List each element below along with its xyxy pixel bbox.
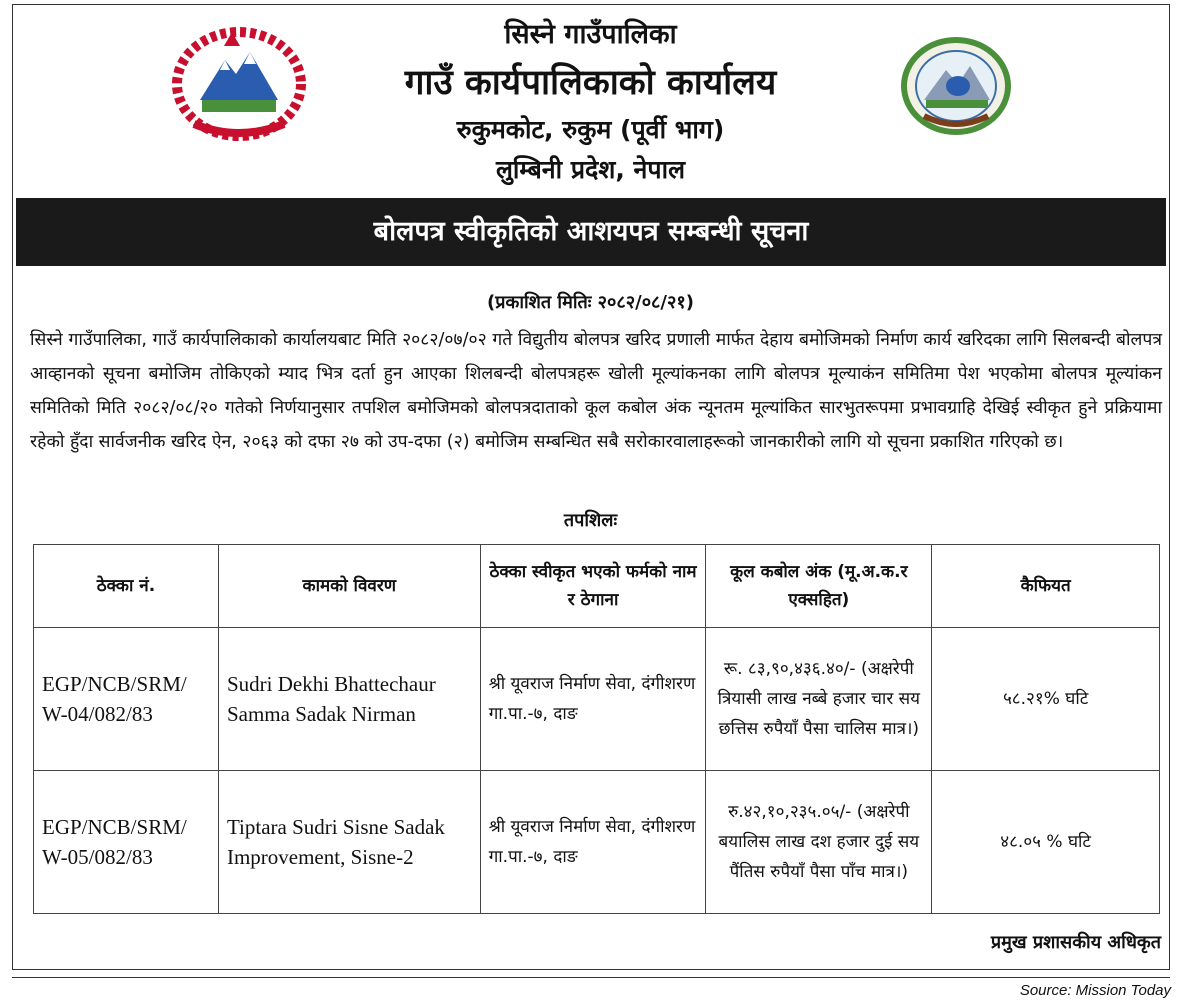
notice-body: सिस्ने गाउँपालिका, गाउँ कार्यपालिकाको कार्यालयबाट मिति २०८२/०७/०२ गते विद्युतीय बोलपत्र खरिद प्रणाली मार्फत देहाय बमोजिमको निर्माण कार्य खरिदका लागि सिलबन्दी बोलपत्र आव्हानको सूचना बमोजिम तोकिएको म्याद भित्र दर्ता हुन आएका शिलबन्दी बोलपत्रहरू खोली मूल्यांकनका लागि बोलपत्र मूल्याकंन समितिमा पेश भएकोमा बोलपत्र मूल्यांकन समितिको मिति २०८२/०८/२० गतेको निर्णयानुसार तपशिल बमोजिमको बोलपत्रदाताको कूल कबोल अंक न्यूनतम मूल्यांकित सारभुतरूपमा प्रभावग्राहि देखिई स्वीकृत हुने प्रक्रियामा रहेको हुँदा सार्वजनीक खरिद ऐन, २०६३ को दफा २७ को उप-दफा (२) बमोजिम सम्बन्धित सबै सरोकारवालाहरूको जानकारीको लागि यो सूचना प्रकाशित गरिएको छ। <box>30 330 1162 452</box>
table-header-row <box>34 545 1160 628</box>
remarks-cell: ४८.०५ % घटि <box>932 771 1160 914</box>
municipality-name: सिस्ने गाउँपालिका <box>504 19 677 50</box>
published-date: (प्रकाशित मितिः २०८२/०८/२१) <box>487 292 694 313</box>
column-header-remarks: कैफियत <box>932 545 1160 628</box>
amount-cell: रु.४२,१०,२३५.०५/- (अक्षरेपी बयालिस लाख दश हजार दुई सय पैंतिस रुपैयाँ पैसा पाँच मात्र।) <box>706 771 932 914</box>
remarks-cell: ५८.२१% घटि <box>932 628 1160 771</box>
notice-title: बोलपत्र स्वीकृतिको आशयपत्र सम्बन्धी सूचना <box>373 216 809 247</box>
contract-no-cell: EGP/NCB/SRM/ W-04/082/83 <box>34 628 219 771</box>
notice-title-banner <box>16 198 1166 266</box>
table-row <box>34 628 1160 771</box>
description-cell: Tiptara Sudri Sisne Sadak Improvement, Sisne-2 <box>218 771 480 914</box>
column-header-amount: कूल कबोल अंक (मू.अ.क.र एक्सहित) <box>706 545 932 628</box>
amount-cell: रू. ८३,९०,४३६.४०/- (अक्षरेपी त्रियासी लाख नब्बे हजार चार सय छत्तिस रुपैयाँ पैसा चालिस मात्र।) <box>706 628 932 771</box>
column-header-firm: ठेक्का स्वीकृत भएको फर्मको नाम र ठेगाना <box>480 545 706 628</box>
firm-cell: श्री यूवराज निर्माण सेवा, दंगीशरण गा.पा.-७, दाङ <box>480 628 706 771</box>
description-cell: Sudri Dekhi Bhattechaur Samma Sadak Nirman <box>218 628 480 771</box>
column-header-description: कामको विवरण <box>218 545 480 628</box>
contract-no-cell: EGP/NCB/SRM/ W-05/082/83 <box>34 771 219 914</box>
source-credit: Source: Mission Today <box>1019 982 1171 999</box>
office-location: रुकुमकोट, रुकुम (पूर्वी भाग) <box>456 115 725 144</box>
firm-cell: श्री यूवराज निर्माण सेवा, दंगीशरण गा.पा.-७, दाङ <box>480 771 706 914</box>
footer-divider <box>12 977 1170 978</box>
province-country: लुम्बिनी प्रदेश, नेपाल <box>495 155 686 184</box>
office-name: गाउँ कार्यपालिकाको कार्यालय <box>404 63 777 103</box>
schedule-table <box>33 544 1160 914</box>
schedule-title: तपशिलः <box>563 510 618 531</box>
signatory-title: प्रमुख प्रशासकीय अधिकृत <box>990 932 1161 953</box>
table-row <box>34 771 1160 914</box>
column-header-contract-no: ठेक्का नं. <box>34 545 219 628</box>
